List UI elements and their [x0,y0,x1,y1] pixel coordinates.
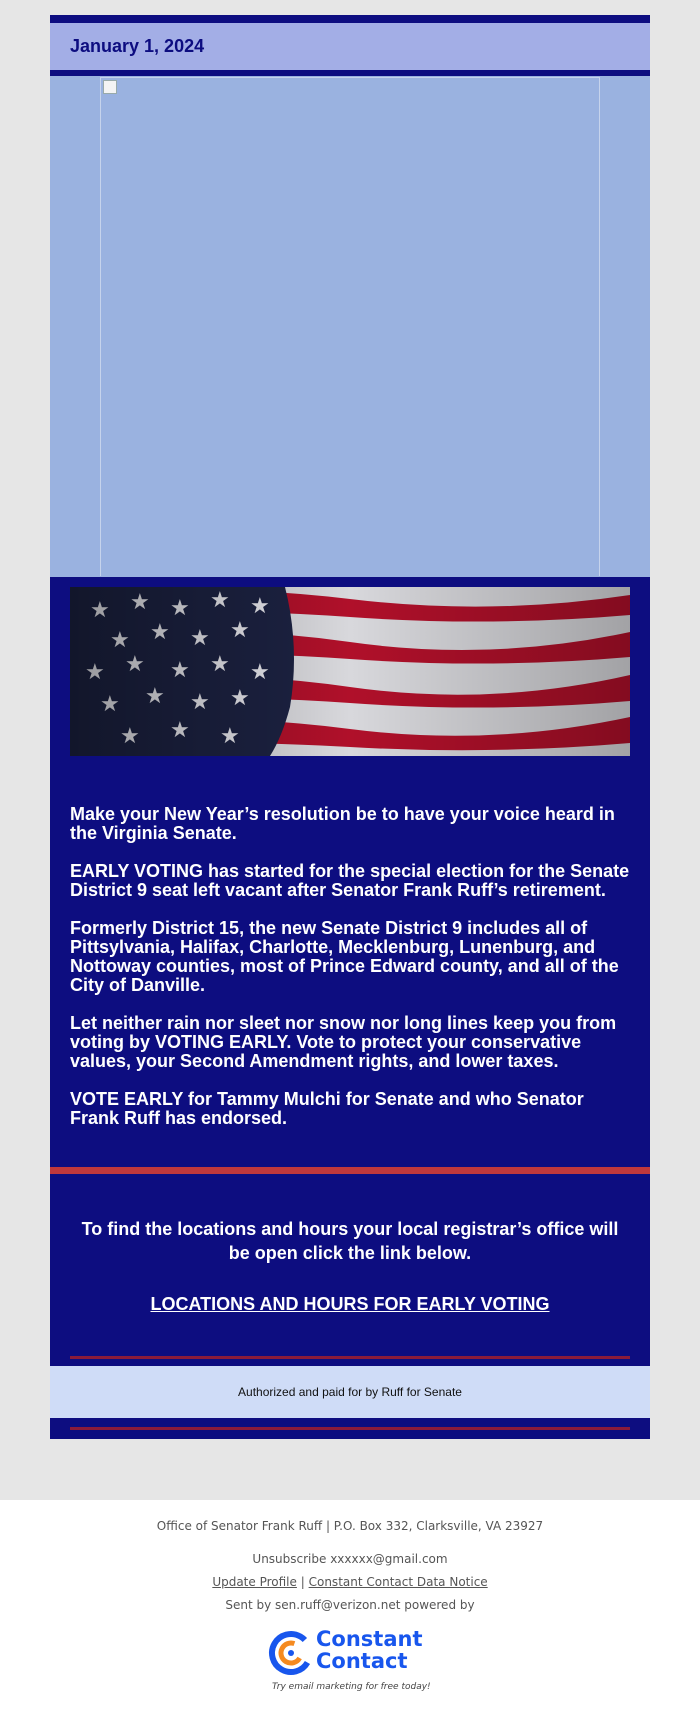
hero-image-area [50,76,650,577]
authorization-bar [50,1366,650,1418]
cta-section [50,1181,650,1366]
update-profile-link[interactable]: Update Profile [212,1575,297,1589]
paragraph-resolution: Make your New Year’s resolution be to have your voice heard in the Virginia Senate. [70,804,615,843]
navy-gap [50,1174,650,1181]
sent-by-text: Sent by sen.ruff@verizon.net powered by [225,1598,475,1612]
date-header [50,23,650,76]
logo-line2: Contact [316,1649,408,1673]
constant-contact-logo[interactable] [268,1627,438,1692]
footer-links [0,1575,700,1589]
email-container [50,15,650,1439]
bottom-red-rule [70,1427,630,1430]
authorization-text: Authorized and paid for by Ruff for Senate [238,1385,462,1399]
paragraph-early-voting: EARLY VOTING has started for the special election for the Senate District 9 seat left vacant after Senator Frank Ruff’s retirement. [70,861,630,900]
logo-wordmark [316,1628,423,1672]
cta-intro: To find the locations and hours your local registrar’s office will be open click the link below. [81,1219,619,1263]
logo-tagline: Try email marketing for free today! [272,1682,431,1692]
cta-red-rule [70,1356,630,1359]
footer-separator: | [300,1575,305,1589]
top-navy-bar [50,15,650,23]
american-flag-image [70,587,630,756]
message-body [50,759,650,1167]
footer-address: Office of Senator Frank Ruff | P.O. Box 332, Clarksville, VA 23927 [156,1519,544,1533]
paragraph-endorsement: VOTE EARLY for Tammy Mulchi for Senate and who Senator Frank Ruff has endorsed. [70,1089,584,1128]
broken-image-icon [103,80,117,94]
paragraph-district: Formerly District 15, the new Senate District 9 includes all of Pittsylvania, Halifax, Charlotte, Mecklenburg, Lunenburg, and Nottoway counties, most of Prince Edward county, and all of the City of Danville. [70,918,619,995]
paragraph-vote-early: Let neither rain nor sleet nor snow nor long lines keep you from voting by VOTING EARLY. Vote to protect your conservative values, your Second Amendment rights, and lower taxes. [70,1013,617,1071]
date-text: January 1, 2024 [70,36,205,56]
email-footer [0,1500,700,1714]
logo-line1: Constant [316,1627,423,1651]
data-notice-link[interactable]: Constant Contact Data Notice [308,1575,488,1589]
broken-image-placeholder [100,77,600,576]
early-voting-link[interactable]: LOCATIONS AND HOURS FOR EARLY VOTING [150,1294,550,1314]
flag-banner [50,577,650,759]
red-divider [50,1167,650,1174]
unsubscribe-link[interactable]: Unsubscribe xxxxxx@gmail.com [252,1552,448,1566]
constant-contact-logo-icon [268,1630,314,1676]
bottom-navy-band [50,1418,650,1439]
